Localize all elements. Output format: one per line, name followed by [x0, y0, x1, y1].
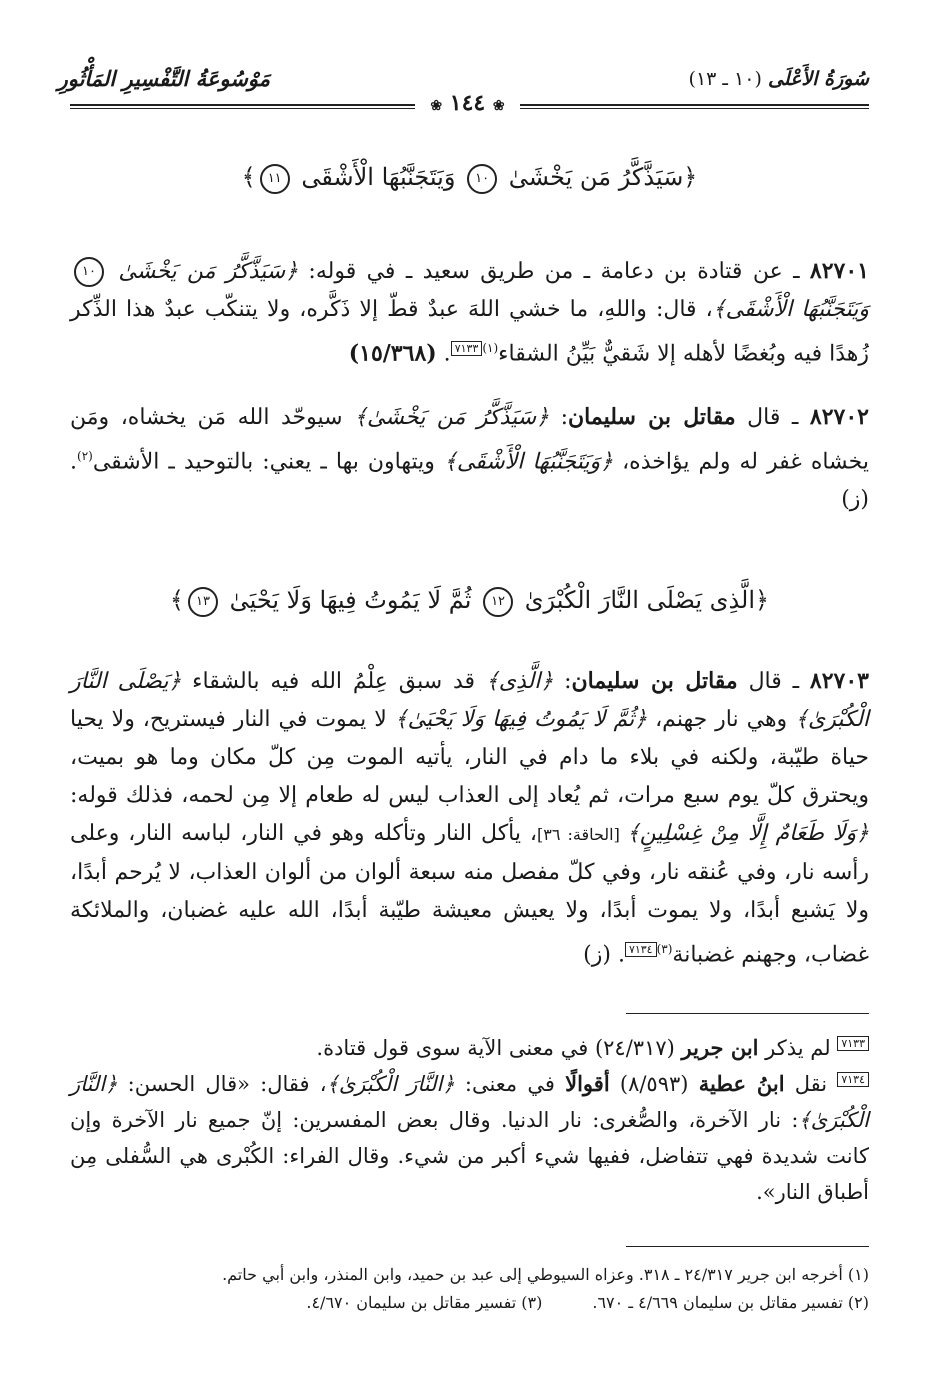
- scholar-name: ابنُ عطية: [698, 1071, 785, 1096]
- page-number: ❀ ١٤٤ ❀: [430, 90, 505, 116]
- ayah-number-mark: ١١: [260, 164, 290, 194]
- surah-name: سُورَةُ الأَعْلَى: [767, 68, 869, 90]
- commentary-ref-box: ٧١٣٤: [837, 1072, 869, 1087]
- athar-number: ٨٢٧٠٢: [809, 404, 869, 430]
- ayah-number-mark: ١٢: [483, 587, 513, 617]
- ornament-icon: ❀: [430, 98, 443, 114]
- volume-ref: (١٥/٣٦٨): [348, 340, 437, 367]
- verse-heading-1: ﴿سَيَذَّكَّرُ مَن يَخْشَىٰ ١٠ وَيَتَجَنَّبُهَا الْأَشْقَى ١١﴾: [70, 163, 869, 194]
- scholar-name: ابن جرير: [681, 1035, 759, 1060]
- ayah-number-mark: ١٠: [467, 164, 497, 194]
- commentary-ref-box: ٧١٣٣: [837, 1036, 869, 1051]
- ornament-icon: ❀: [492, 98, 505, 114]
- narrator-name: مقاتل بن سليمان: [571, 668, 738, 694]
- ayah-number-mark: ١٠: [74, 257, 104, 287]
- running-header-surah: [669, 68, 869, 106]
- footnote-1: (١) أخرجه ابن جرير ٢٤/٣١٧ ـ ٣١٨. وعزاه السيوطي إلى عبد بن حميد، وابن المنذر، وابن أبي حاتم.: [222, 1265, 869, 1284]
- athar-number: ٨٢٧٠٣: [809, 668, 869, 694]
- notes-separator: [626, 1013, 869, 1014]
- ayah-range: (١٠ ـ ١٣): [688, 68, 762, 90]
- running-header-book-title: مَوْسُوعَةُ التَّفْسِيرِ المَأْثُورِ: [57, 66, 270, 91]
- narrator-name: مقاتل بن سليمان: [568, 404, 736, 430]
- footnote-2: (٢) تفسير مقاتل بن سليمان ٤/٦٦٩ ـ ٦٧٠.: [592, 1293, 869, 1312]
- athar-82703: ٨٢٧٠٣ ـ قال مقاتل بن سليمان: ﴿الَّذِى﴾ قد سبق عِلْمُ الله فيه بالشقاء ﴿يَصْلَى النَّارَ الْكُبْرَىٰ﴾ وهي نار جهنم، ﴿ثُمَّ لَا يَمُوتُ فِيهَا وَلَا يَحْيَىٰ﴾ لا يموت في النار فيستريح، ولا يحيا حياة طيّبة، ولكنه في بلاء ما دام في النار، يأتيه الموت مِن كلّ مكان وما هو بميت، ويحترق كلّ يوم سبع مرات، ثم يُعاد إلى العذاب ليس له طعام إلا مِن لحمه، فذلك قوله: ﴿وَلَا طَعَامٌ إِلَّا مِنْ غِسْلِينٍ﴾ [الحاقة: ٣٦]، يأكل النار وتأكله وهو في النار، لباسه النار، وعلى رأسه نار، وفي عُنقه نار، وفي كلّ مفصل منه سبعة ألوان من ألوان العذاب، لا يُرحم أبدًا، ولا يَشبع أبدًا، ولا يموت أبدًا، ولا يعيش معيشة طيّبة أبدًا، الله عليه غضبان، والملائكة غضاب، وجهنم غضبانة$^{(٣)}$٧١٣٤. (ز): [70, 668, 870, 968]
- athar-82701: ٨٢٧٠١ ـ عن قتادة بن دعامة ـ من طريق سعيد ـ في قوله: ﴿سَيَذَّكَّرُ مَن يَخْشَىٰ ١٠ وَيَتَجَنَّبُهَا الْأَشْقَى﴾، قال: واللهِ، ما خشي اللهَ عبدٌ قطّ إلا ذَكَّره، ولا يتنكّب عبدٌ هذا الذِّكر زُهدًا فيه وبُغضًا لأهله إلا شَقيٌّ بَيِّنُ الشقاء$^{(١)}$٧١٣٣. (١٥/٣٦٨): [70, 258, 869, 367]
- footnotes-separator: [626, 1246, 869, 1247]
- commentary-ref-box[interactable]: ٧١٣٤: [625, 942, 657, 957]
- header-rule-left: [70, 104, 415, 106]
- commentary-note-7134: ٧١٣٤ نقل ابنُ عطية (٨/٥٩٣) أقوالًا في معنى: ﴿النَّارَ الْكُبْرَىٰ﴾، فقال: «قال الحسن: ﴿النَّارَ الْكُبْرَىٰ﴾: نار الآخرة، والصُّغرى: نار الدنيا. وقال بعض المفسرين: إنّ جميع نار الآخرة وإن كانت شديدة فهي تتفاضل، ففيها شيء أكبر من شيء. وقال الفراء: الكُبْرى هي السُّفلى مِن أطباق النار».: [70, 1071, 869, 1204]
- commentary-note-7133: ٧١٣٣ لم يذكر ابن جرير (٢٤/٣١٧) في معنى الآية سوى قول قتادة.: [70, 1030, 869, 1066]
- athar-number: ٨٢٧٠١: [809, 258, 869, 284]
- ayah-number-mark: ١٣: [188, 587, 218, 617]
- athar-82702: ٨٢٧٠٢ ـ قال مقاتل بن سليمان: ﴿سَيَذَّكَّرُ مَن يَخْشَىٰ﴾ سيوحّد الله مَن يخشاه، ومَن يخشاه غفر له ولم يؤاخذه، ﴿وَيَتَجَنَّبُهَا الْأَشْقَى﴾ ويتهاون بها ـ يعني: بالتوحيد ـ الأشقى$^{(٢)}$. (ز): [70, 404, 869, 513]
- footnote-3: (٣) تفسير مقاتل بن سليمان ٤/٦٧٠.: [306, 1293, 543, 1312]
- header-rule-right: [520, 104, 869, 106]
- footnote-row-2: [70, 1290, 869, 1316]
- commentary-ref-box[interactable]: ٧١٣٣: [451, 341, 483, 356]
- verse-heading-2: ﴿الَّذِى يَصْلَى النَّارَ الْكُبْرَىٰ ١٢ ثُمَّ لَا يَمُوتُ فِيهَا وَلَا يَحْيَىٰ ١٣﴾: [70, 586, 869, 617]
